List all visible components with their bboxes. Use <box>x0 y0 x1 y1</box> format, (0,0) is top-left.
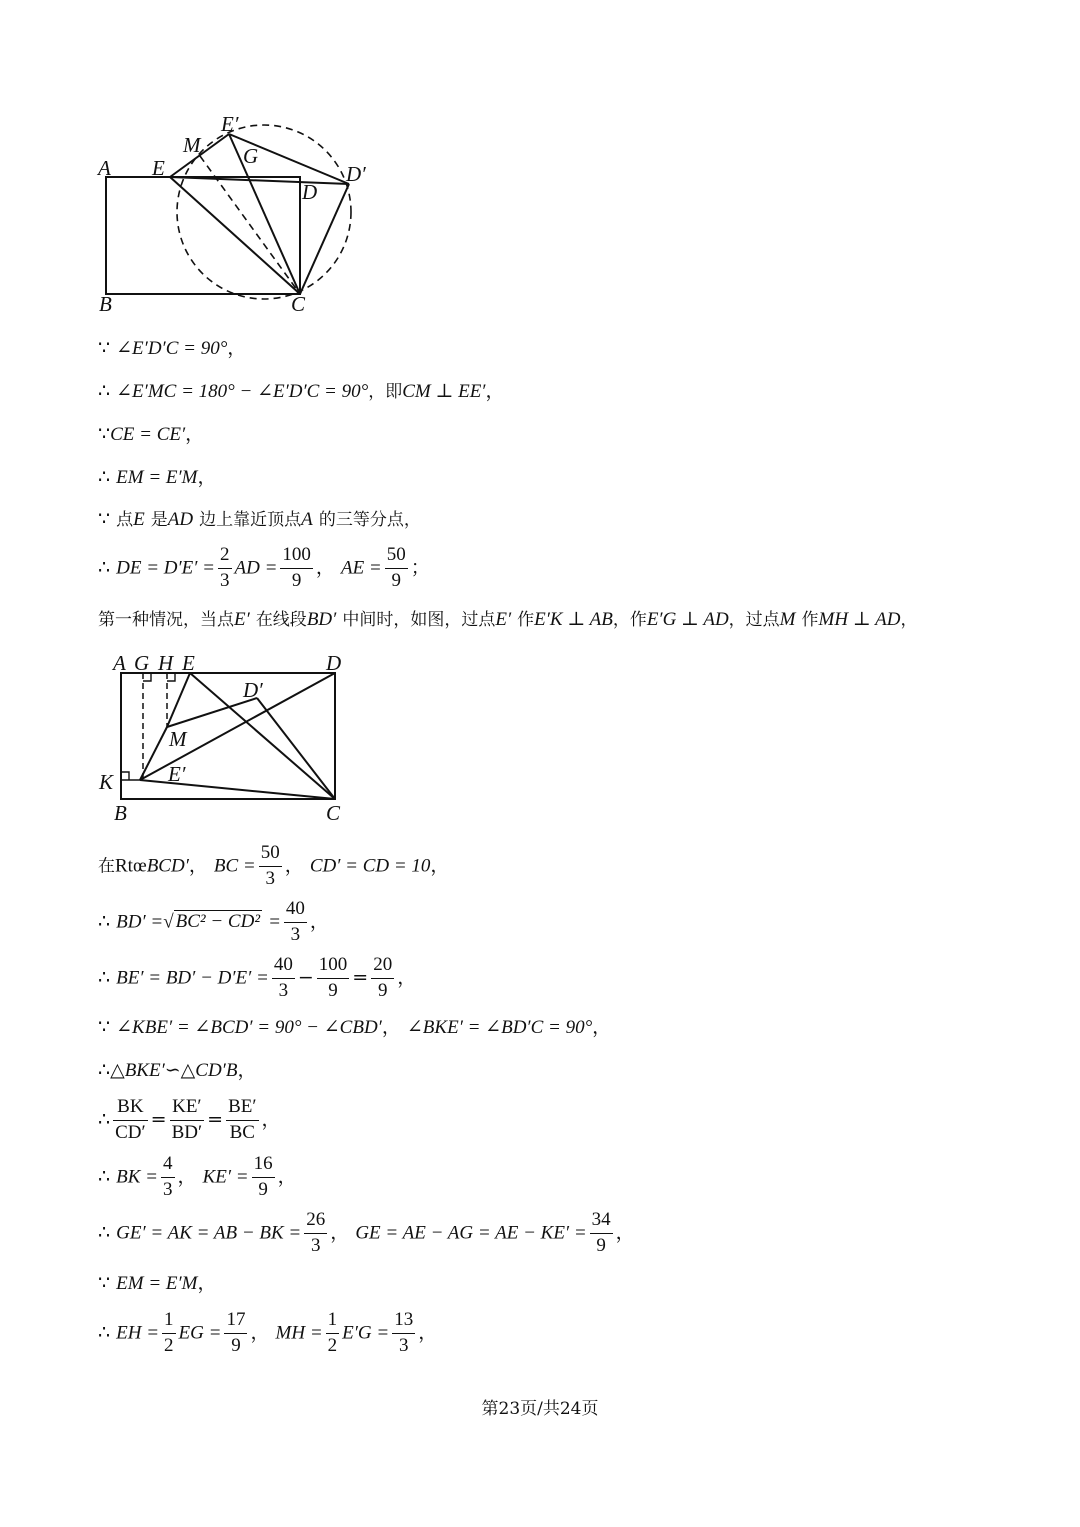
line-6: ∴ DE = D′E′ = $\frac{2}{3}$ AD = $\frac{100}{9}$ ， AE = $\frac{50}{9}$ ； <box>98 544 430 591</box>
rectangle-abcd <box>106 177 300 294</box>
line-12: ∴△BKE′∽△CD′B， <box>98 1059 257 1081</box>
fig2-label-k: K <box>99 770 114 794</box>
fig2-label-b: B <box>114 801 127 825</box>
fraction: $\frac{34}{9}$ <box>591 1209 611 1256</box>
page-footer: 第23页/共24页 <box>481 1399 599 1419</box>
line-15: ∴ GE′ = AK = AB − BK = $\frac{26}{3}$ ， GE = AE − AG = AE − KE′ = $\frac{34}{9}$ ， <box>98 1209 635 1256</box>
fig1-label-e: E <box>152 156 165 180</box>
fig1-label-a: A <box>98 156 111 180</box>
fraction: $\frac{100}{9}$ <box>318 954 348 1001</box>
line-10: ∴ BE′ = BD′ − D′E′ = $\frac{40}{3}$ − $\frac{100}{9}$ = $\frac{20}{9}$ ， <box>98 954 417 1001</box>
fig1-label-d: D <box>302 180 318 204</box>
line-16: ∵ EM = E′M， <box>98 1272 217 1294</box>
fraction: $\frac{26}{3}$ <box>306 1209 326 1256</box>
fig2-label-g: G <box>134 651 150 675</box>
fraction: $\frac{KE'}{BD'}$ <box>171 1096 203 1143</box>
fraction: $\frac{40}{3}$ <box>285 898 305 945</box>
fraction: $\frac{50}{9}$ <box>386 544 406 591</box>
fig2-label-e-prime: E′ <box>168 762 186 786</box>
fraction: $\frac{BE'}{BC}$ <box>228 1096 257 1143</box>
line-2: ∴ ∠E′MC = 180° − ∠E′D′C = 90°，即CM ⊥ EE′， <box>98 380 505 402</box>
rectangle-abcd <box>121 673 335 799</box>
line-8: 在RtœBCD′， BC = $\frac{50}{3}$ ， CD′ = CD = 10， <box>98 842 450 889</box>
fraction: $\frac{1}{2}$ <box>164 1309 174 1356</box>
fig2-label-h: H <box>158 651 174 675</box>
line-9: ∴ BD′ =√ BC² − CD² = $\frac{40}{3}$ ， <box>98 898 329 945</box>
line-7: 第一种情况，当点E′ 在线段BD′ 中间时，如图，过点E′ 作E′K ⊥ AB，作E′G ⊥ AD，过点M 作MH ⊥ AD， <box>98 609 918 630</box>
fraction: $\frac{BK}{CD'}$ <box>115 1096 146 1143</box>
fig1-label-b: B <box>99 292 112 316</box>
fraction: $\frac{40}{3}$ <box>273 954 293 1001</box>
fig2-label-m: M <box>169 727 187 751</box>
fig1-label-d-prime: D′ <box>346 162 366 186</box>
line-5: ∵ 点E 是AD 边上靠近顶点A 的三等分点， <box>98 508 421 530</box>
fig1-label-m: M <box>183 133 201 157</box>
fraction: $\frac{20}{9}$ <box>373 954 393 1001</box>
fraction: $\frac{50}{3}$ <box>260 842 280 889</box>
line-3: ∵CE = CE′， <box>98 423 205 445</box>
fraction: $\frac{100}{9}$ <box>282 544 311 591</box>
fraction: $\frac{4}{3}$ <box>163 1153 173 1200</box>
fig2-label-a: A <box>113 651 126 675</box>
fig1-label-e-prime: E′ <box>221 112 239 136</box>
fig1-label-g: G <box>243 144 259 168</box>
line-1: ∵ ∠E′D′C = 90°， <box>98 337 247 359</box>
fig2-label-e: E <box>182 651 195 675</box>
line-13: ∴ $\frac{BK}{CD'}$ = $\frac{KE'}{BD'}$ = $\frac{BE'}{BC}$ ， <box>98 1096 281 1143</box>
fraction: $\frac{2}{3}$ <box>220 544 230 591</box>
line-4: ∴ EM = E′M， <box>98 466 217 488</box>
line-17: ∴ EH = $\frac{1}{2}$ EG = $\frac{17}{9}$ ， MH = $\frac{1}{2}$ E′G = $\frac{13}{3}$ ， <box>98 1309 438 1356</box>
fig2-label-c: C <box>326 801 341 825</box>
fraction: $\frac{1}{2}$ <box>327 1309 338 1356</box>
fraction: $\frac{13}{3}$ <box>394 1309 414 1356</box>
fig1-label-c: C <box>291 292 306 316</box>
fraction: $\frac{17}{9}$ <box>226 1309 246 1356</box>
figure-1-diagram <box>90 108 390 318</box>
fig2-label-d-prime: D′ <box>243 678 263 702</box>
fraction: $\frac{16}{9}$ <box>253 1153 273 1200</box>
line-14: ∴ BK = $\frac{4}{3}$ ， KE′ = $\frac{16}{9}$ ， <box>98 1153 297 1200</box>
right-angle-mark-k <box>121 772 129 780</box>
figure-2-diagram <box>90 645 360 830</box>
fig2-label-d: D <box>326 651 342 675</box>
line-11: ∵ ∠KBE′ = ∠BCD′ = 90° − ∠CBD′， ∠BKE′ = ∠BD′C = 90°， <box>98 1016 612 1038</box>
